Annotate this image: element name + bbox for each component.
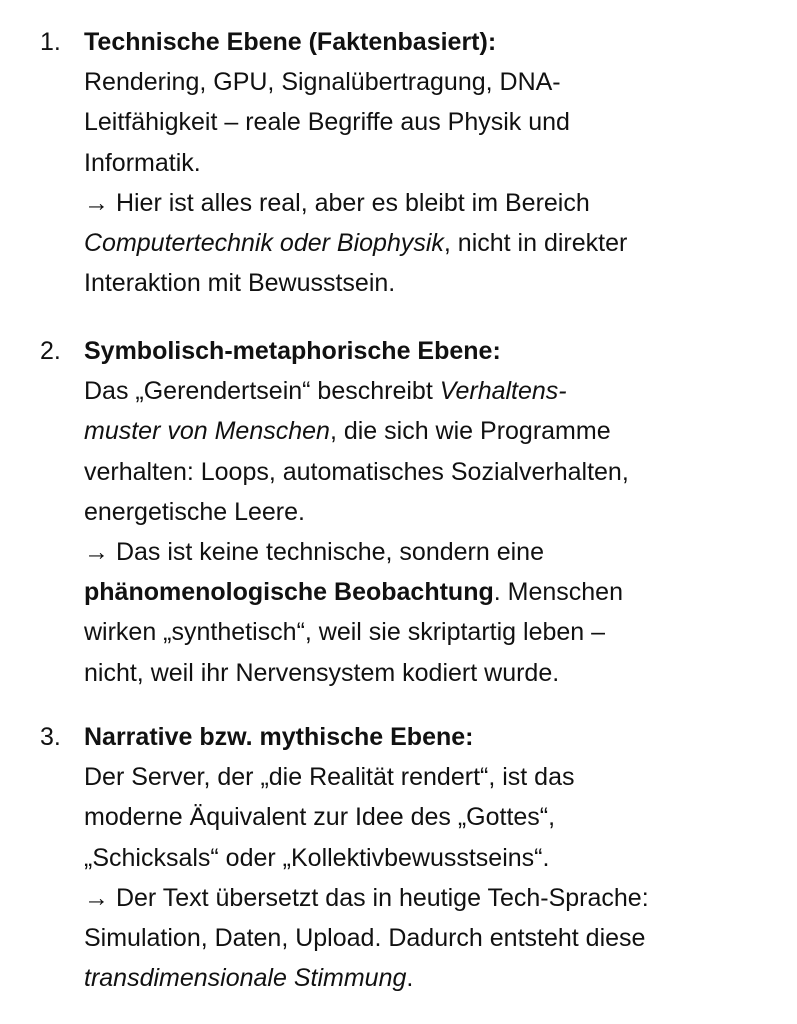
text-line: verhalten: Loops, automatisches Sozialverhalten, bbox=[84, 457, 629, 486]
text-line bbox=[84, 411, 784, 451]
bold-text: phänomenologische Beobachtung bbox=[84, 578, 494, 607]
list-item-body bbox=[84, 22, 784, 303]
text-line: → Das ist keine technische, sondern eine bbox=[84, 538, 544, 567]
text-line: Simulation, Daten, Upload. Dadurch entsteht diese bbox=[84, 924, 646, 953]
text-line bbox=[84, 958, 784, 998]
text-line: → Der Text übersetzt das in heutige Tech-Sprache: bbox=[84, 883, 649, 912]
text-run: Das „Gerendertsein“ beschreibt bbox=[84, 377, 440, 406]
text-run: , nicht in direkter bbox=[443, 229, 628, 258]
text-line bbox=[84, 223, 784, 263]
text-line: nicht, weil ihr Nervensystem kodiert wurde. bbox=[84, 658, 560, 687]
text-line bbox=[84, 371, 784, 411]
text-line: „Schicksals“ oder „Kollektivbewusstseins“. bbox=[84, 843, 550, 872]
italic-text: muster von Menschen bbox=[84, 417, 330, 446]
text-line: wirken „synthetisch“, weil sie skriptartig leben – bbox=[84, 618, 606, 647]
text-line bbox=[84, 572, 784, 612]
list-number: 2. bbox=[40, 337, 61, 365]
item-title: Technische Ebene (Faktenbasiert): bbox=[84, 28, 497, 56]
text-line: Leitfähigkeit – reale Begriffe aus Physik und bbox=[84, 108, 570, 137]
item-title: Narrative bzw. mythische Ebene: bbox=[84, 723, 474, 751]
text-line: energetische Leere. bbox=[84, 497, 305, 526]
list-number: 3. bbox=[40, 723, 61, 751]
item-title: Symbolisch-metaphorische Ebene: bbox=[84, 337, 501, 365]
text-run: . bbox=[406, 964, 414, 993]
italic-text: Computertechnik oder Biophysik bbox=[84, 229, 444, 258]
text-line: Der Server, der „die Realität rendert“, ist das bbox=[84, 763, 575, 792]
text-line: Interaktion mit Bewusstsein. bbox=[84, 269, 396, 298]
list-number: 1. bbox=[40, 28, 61, 56]
italic-text: Verhaltens- bbox=[439, 377, 567, 406]
italic-text: transdimensionale Stimmung bbox=[84, 964, 407, 993]
text-line: Informatik. bbox=[84, 148, 201, 177]
text-run: , die sich wie Programme bbox=[329, 417, 611, 446]
text-run: . Menschen bbox=[493, 578, 623, 607]
text-line: → Hier ist alles real, aber es bleibt im Bereich bbox=[84, 188, 590, 217]
text-line: moderne Äquivalent zur Idee des „Gottes“, bbox=[84, 803, 556, 832]
text-line: Rendering, GPU, Signalübertragung, DNA- bbox=[84, 68, 561, 97]
list-item-body bbox=[84, 717, 784, 998]
list-item-body bbox=[84, 331, 784, 693]
